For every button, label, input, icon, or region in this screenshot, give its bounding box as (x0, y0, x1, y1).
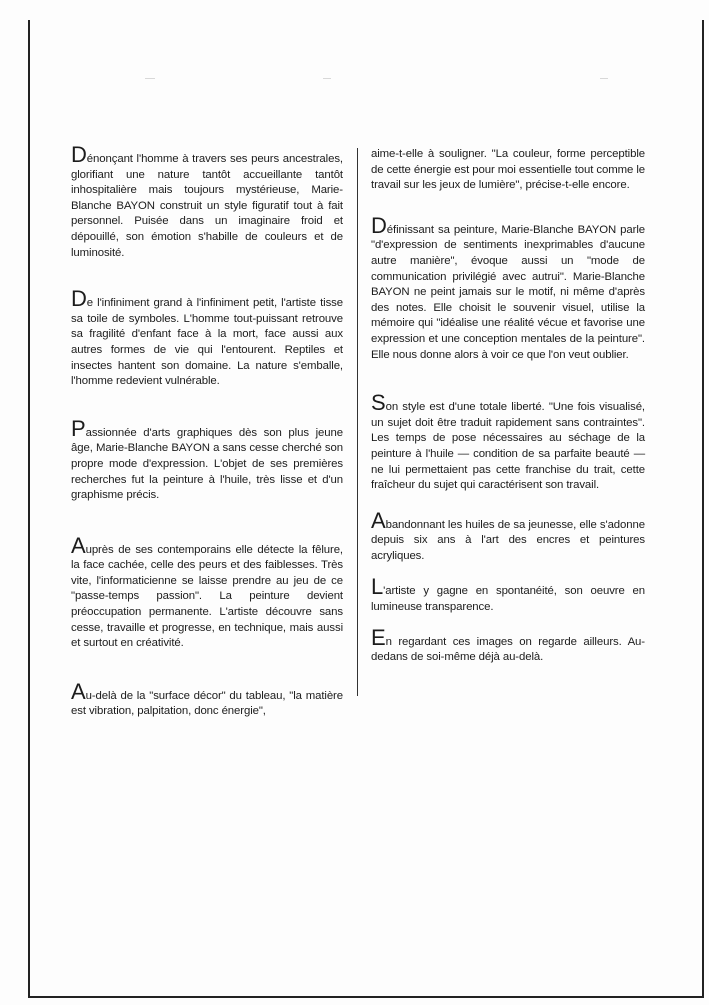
page-border-bottom (28, 996, 704, 998)
paragraph (71, 142, 343, 261)
paragraph (371, 147, 645, 194)
paragraph-text: n regardant ces images on regarde ailleurs. Au-dedans de soi-même déjà au-delà. (371, 635, 645, 664)
paragraph-text: bandonnant les huiles de sa jeunesse, elle s'adonne depuis six ans à l'art des encres et peintures acryliques. (371, 518, 645, 562)
paragraph-text: on style est d'une totale liberté. "Une fois visualisé, un sujet doit être traduit rapidement sans contraintes". Les temps de pose nécessaires au séchage de la peinture à l'huile — condition de sa parfaite beauté — ne lui permettaient pas cette franchise du trait, cette fraîcheur du sujet qui caractérisent son travail. (371, 401, 645, 492)
drop-cap: D (71, 286, 87, 312)
paragraph (371, 624, 645, 666)
paragraph-text: e l'infiniment grand à l'infiniment petit, l'artiste tisse sa toile de symboles. L'homme tout-puissant retrouve sa fragilité d'enfant face à la mort, face aussi aux autres formes de vie qui l'entourent. Reptiles et insectes hantent son domaine. La nature s'emballe, l'homme redevient vulnérable. (71, 297, 343, 388)
drop-cap: A (71, 678, 86, 704)
right-column (371, 147, 645, 666)
paragraph (71, 415, 343, 504)
paragraph-text: uprès de ses contemporains elle détecte la fêlure, la face cachée, celle des peurs et des faiblesses. Très vite, l'informaticienne se laisse prendre au jeu de ce "passe-temps passion". La peinture devient préoccupation permanente. L'artiste découvre sans cesse, travaille et progresse, en technique, mais aussi et surtout en créativité. (71, 543, 343, 650)
paragraph-text: assionnée d'arts graphiques dès son plus jeune âge, Marie-Blanche BAYON a sans cesse cherché son propre mode d'expression. L'objet de ses premières recherches fut la peinture à l'huile, très lisse et d'un graphisme précis. (71, 426, 343, 502)
paragraph (371, 390, 645, 494)
paragraph (371, 574, 645, 615)
paragraph-text: énonçant l'homme à travers ses peurs ancestrales, glorifiant une nature tantôt accueillante tantôt inhospitalière mais toujours mystérieuse, Marie-Blanche BAYON construit un style figuratif tout à fait personnel. Puisée dans un imaginaire froid et dépouillé, son émotion s'habille de couleurs et de luminosité. (71, 153, 343, 259)
drop-cap: D (371, 212, 387, 238)
paragraph (71, 286, 343, 390)
column-divider (357, 148, 358, 696)
page-border-left (28, 20, 30, 998)
paragraph (71, 532, 343, 652)
paragraph-text: 'artiste y gagne en spontanéité, son oeuvre en lumineuse transparence. (371, 585, 645, 614)
drop-cap: S (371, 390, 386, 416)
paragraph (371, 507, 645, 565)
paragraph (371, 212, 645, 363)
page-border-right (702, 20, 704, 998)
drop-cap: A (71, 532, 86, 558)
drop-cap: D (71, 142, 87, 167)
drop-cap: P (71, 415, 86, 441)
drop-cap: L (371, 574, 384, 600)
drop-cap: E (371, 624, 386, 650)
left-column (71, 142, 343, 720)
scan-speck (145, 78, 155, 79)
paragraph-text: aime-t-elle à souligner. "La couleur, forme perceptible de cette énergie est pour moi essentielle tout comme le travail sur les jeux de lumière", précise-t-elle encore. (371, 148, 645, 192)
scan-speck (600, 78, 608, 79)
paragraph (71, 678, 343, 720)
paragraph-text: u-delà de la "surface décor" du tableau, "la matière est vibration, palpitation, donc énergie", (71, 689, 343, 718)
drop-cap: A (371, 507, 386, 533)
paragraph-text: éfinissant sa peinture, Marie-Blanche BAYON parle "d'expression de sentiments inexprimables d'aucune autre manière", évoque aussi un "mode de communication privilégié avec autrui". Marie-Blanche BAYON ne peint jamais sur le motif, ni même d'après des notes. Elle choisit le souvenir visuel, utilise la mémoire qui "idéalise une réalité vécue et favorise une expression et une conception mentales de la peinture". Elle nous donne alors à voir ce que l'on veut oublier. (371, 223, 645, 361)
scan-speck (323, 78, 331, 79)
